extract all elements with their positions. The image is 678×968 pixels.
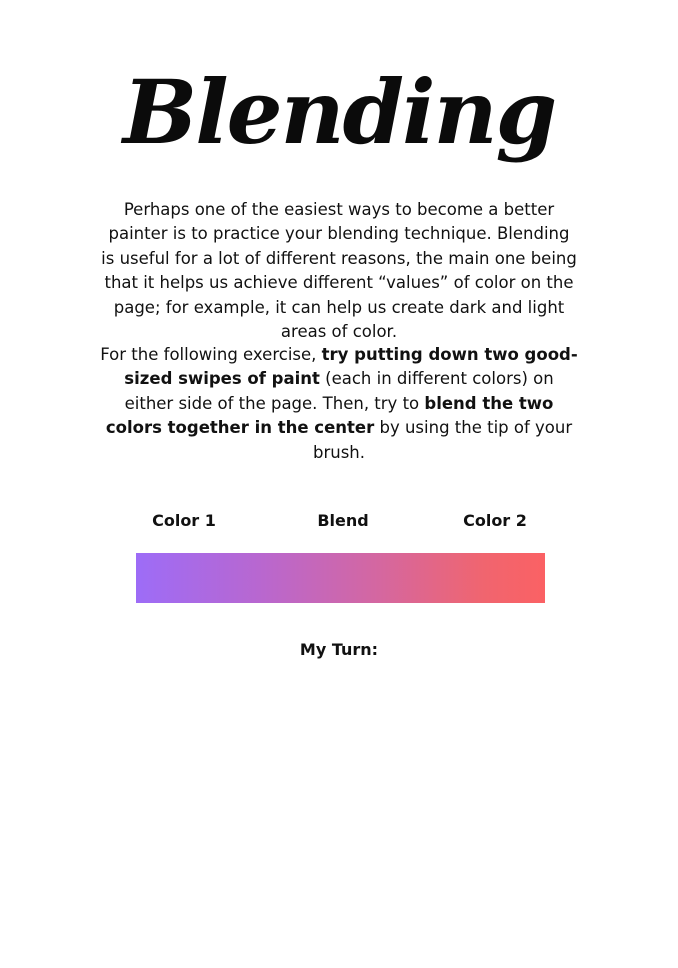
my-turn-heading: My Turn: <box>299 640 379 659</box>
swatch-labels <box>0 509 678 533</box>
exercise-text-1: For the following exercise, <box>100 345 322 364</box>
exercise-text-2: (each in different colors) on either side of the page. Then, try to <box>124 369 554 413</box>
blend-gradient-swatch <box>136 553 545 603</box>
exercise-text-3: by using the tip of your brush. <box>312 418 573 462</box>
exercise-paragraph <box>100 343 578 465</box>
exercise-bold-2: blend the two colors together in the center <box>105 393 554 438</box>
color2-label: Color 2 <box>463 511 527 530</box>
intro-paragraph: Perhaps one of the easiest ways to become a better painter is to practice your blending technique. Blending is useful for a lot of different reasons, the main one being that it helps us achieve different “values” of color on the page; for example, it can help us create dark and light areas of color. <box>101 200 577 342</box>
page-title: Blending <box>122 60 556 164</box>
color1-label: Color 1 <box>152 511 216 530</box>
blend-label: Blend <box>317 511 369 530</box>
exercise-bold-1: try putting down two good-sized swipes of paint <box>124 345 578 389</box>
my-turn-area[interactable] <box>100 670 578 930</box>
